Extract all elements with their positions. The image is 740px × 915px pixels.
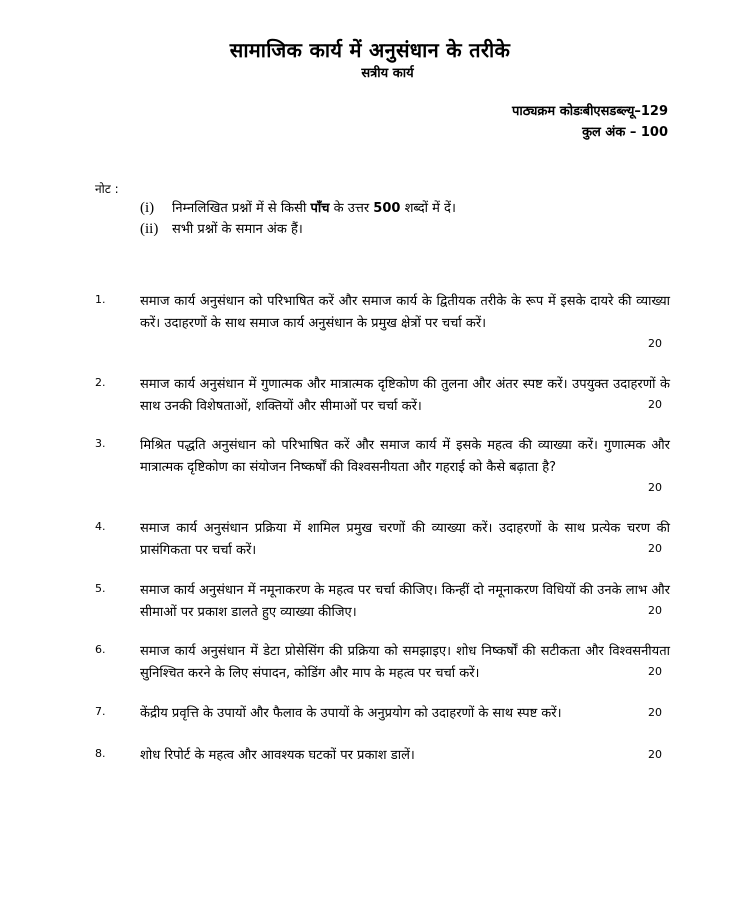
question-marks: 20 [648,665,662,678]
note-item-bold-count: पाँच [310,201,330,216]
note-item-text-post: शब्दों में दें। [400,201,456,216]
question-1 [95,291,670,350]
question-marks: 20 [648,542,662,555]
question-text: समाज कार्य अनुसंधान में नमूनाकरण के महत्व पर चर्चा कीजिए। किन्हीं दो नमूनाकरण विधियों की उनके लाभ और सीमाओं पर प्रकाश डालते हुए व्याख्या कीजिए। [140,583,670,620]
question-marks: 20 [648,337,662,350]
question-text: समाज कार्य अनुसंधान में गुणात्मक और मात्रात्मक दृष्टिकोण की तुलना और अंतर स्पष्ट करें। उपयुक्त उदाहरणों के साथ उनकी विशेषताओं, शक्तियों और सीमाओं पर चर्चा करें। [140,377,670,414]
question-marks: 20 [648,398,662,411]
note-item-1 [140,198,456,217]
document-title: सामाजिक कार्य में अनुसंधान के तरीके [229,38,511,62]
total-marks: कुल अंक – 100 [582,125,668,140]
question-number: 3. [95,437,106,450]
question-marks: 20 [648,706,662,719]
question-number: 2. [95,376,106,389]
question-marks: 20 [648,604,662,617]
question-4 [95,518,670,562]
note-item-number: (ii) [140,221,159,237]
question-number: 1. [95,293,106,306]
question-marks: 20 [648,748,662,761]
course-code: पाठ्यक्रम कोडःबीएसडब्ल्यू–129 [512,104,668,119]
note-item-text-pre: निम्नलिखित प्रश्नों में से किसी [172,201,311,216]
question-8 [95,745,670,767]
question-text: शोध रिपोर्ट के महत्व और आवश्यक घटकों पर प्रकाश डालें। [140,748,415,763]
question-text: केंद्रीय प्रवृत्ति के उपायों और फैलाव के उपायों के अनुप्रयोग को उदाहरणों के साथ स्पष्ट करें। [140,706,562,721]
question-number: 5. [95,582,106,595]
question-number: 4. [95,520,106,533]
note-item-text: सभी प्रश्नों के समान अंक हैं। [172,222,303,237]
question-number: 6. [95,643,106,656]
question-text: समाज कार्य अनुसंधान में डेटा प्रोसेसिंग की प्रक्रिया को समझाइए। शोध निष्कर्षों की सटीकता और विश्वसनीयता सुनिश्चित करने के लिए संपादन, कोडिंग और माप के महत्व पर चर्चा करें। [140,644,670,681]
question-5 [95,580,670,624]
note-item-text-mid: के उत्तर [329,201,374,216]
question-7 [95,703,670,725]
document-subtitle: सत्रीय कार्य [361,66,414,81]
note-item-number: (i) [140,200,155,216]
question-number: 7. [95,705,106,718]
question-text: समाज कार्य अनुसंधान को परिभाषित करें और समाज कार्य के द्वितीयक तरीके के रूप में इसके दायरे की व्याख्या करें। उदाहरणों के साथ समाज कार्य अनुसंधान के प्रमुख क्षेत्रों पर चर्चा करें। [140,294,670,331]
question-6 [95,641,670,685]
question-3 [95,435,670,494]
note-item-2 [140,219,303,238]
question-marks: 20 [648,481,662,494]
note-item-bold-words: 500 [373,201,401,216]
question-text: मिश्रित पद्धति अनुसंधान को परिभाषित करें और समाज कार्य में इसके महत्व की व्याख्या करें। गुणात्मक और मात्रात्मक दृष्टिकोण का संयोजन निष्कर्षों की विश्वसनीयता और गहराई को कैसे बढ़ाता है? [140,438,670,475]
question-2 [95,374,670,418]
question-text: समाज कार्य अनुसंधान प्रक्रिया में शामिल प्रमुख चरणों की व्याख्या करें। उदाहरणों के साथ प्रत्येक चरण की प्रासंगिकता पर चर्चा करें। [140,521,670,558]
note-label: नोट : [95,182,119,196]
question-number: 8. [95,747,106,760]
